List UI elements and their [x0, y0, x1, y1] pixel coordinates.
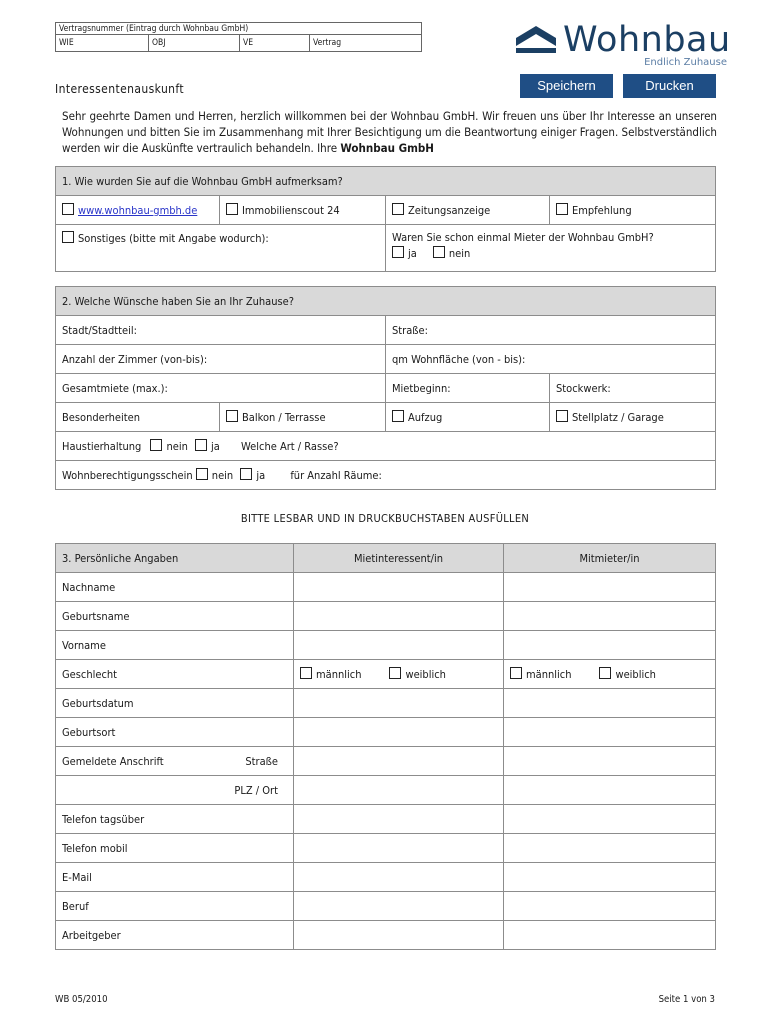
applicant-gender-cell — [294, 660, 504, 689]
wbs-rooms-field[interactable]: für Anzahl Räume: — [290, 469, 382, 482]
city-field[interactable]: Stadt/Stadtteil: — [56, 316, 386, 345]
rooms-field[interactable]: Anzahl der Zimmer (von-bis): — [56, 345, 386, 374]
option-elevator — [386, 403, 550, 432]
row-label-phone-day: Telefon tagsüber — [56, 805, 294, 834]
cotenant-employer-field[interactable] — [504, 921, 716, 950]
pet-kind-field[interactable]: Welche Art / Rasse? — [241, 440, 339, 453]
row-label-lastname: Nachname — [56, 573, 294, 602]
pets-label: Haustierhaltung — [62, 440, 142, 453]
intro-signature: Wohnbau GmbH — [340, 141, 434, 155]
row-label-occupation: Beruf — [56, 892, 294, 921]
cotenant-lastname-field[interactable] — [504, 573, 716, 602]
cotenant-phone-day-field[interactable] — [504, 805, 716, 834]
recommendation-label: Empfehlung — [572, 204, 632, 217]
section2-table — [55, 286, 716, 490]
address-label: Gemeldete Anschrift — [62, 754, 164, 768]
row-label-employer: Arbeitgeber — [56, 921, 294, 950]
tenant-question-cell — [386, 225, 716, 272]
footer-form-id: WB 05/2010 — [55, 994, 108, 1005]
option-immoscout — [220, 196, 386, 225]
tenant-no-label: nein — [448, 247, 471, 260]
applicant-birthname-field[interactable] — [294, 602, 504, 631]
applicant-female-label: weiblich — [405, 668, 446, 681]
print-button[interactable]: Drucken — [623, 74, 716, 98]
area-field[interactable]: qm Wohnfläche (von - bis): — [386, 345, 716, 374]
pets-no-label: nein — [166, 440, 188, 453]
house-roof-icon — [516, 24, 556, 54]
applicant-lastname-field[interactable] — [294, 573, 504, 602]
contract-field-obj[interactable]: OBJ — [149, 35, 240, 52]
cotenant-birthname-field[interactable] — [504, 602, 716, 631]
option-website — [56, 196, 220, 225]
pets-no-checkbox[interactable] — [150, 439, 162, 451]
applicant-street-field[interactable] — [294, 747, 504, 776]
applicant-female-checkbox[interactable] — [389, 667, 401, 679]
applicant-birthplace-field[interactable] — [294, 718, 504, 747]
intro-body: Sehr geehrte Damen und Herren, herzlich willkommen bei der Wohnbau GmbH. Wir freuen uns über Ihr Interesse an unseren Wohnungen und bitten Sie im Zusammenhang mit Ihrer Besichtigung um die Beantwortung einiger Fragen. Selbstverständlich werden wir die Auskünfte vertraulich behandeln. Ihre — [62, 109, 717, 155]
cotenant-birthdate-field[interactable] — [504, 689, 716, 718]
option-balcony — [220, 403, 386, 432]
floor-field[interactable]: Stockwerk: — [550, 374, 716, 403]
applicant-birthdate-field[interactable] — [294, 689, 504, 718]
row-label-phone-mobile: Telefon mobil — [56, 834, 294, 863]
applicant-male-label: männlich — [316, 668, 362, 681]
col-cotenant-header: Mitmieter/in — [504, 544, 716, 573]
address-street-label: Straße — [245, 754, 278, 768]
wbs-label: Wohnberechtigungsschein — [62, 469, 193, 482]
option-parking — [550, 403, 716, 432]
cotenant-male-label: männlich — [526, 668, 572, 681]
contract-field-wie[interactable]: WIE — [56, 35, 149, 52]
pets-yes-checkbox[interactable] — [195, 439, 207, 451]
section1-heading: 1. Wie wurden Sie auf die Wohnbau GmbH aufmerksam? — [56, 167, 716, 196]
fill-in-note: BITTE LESBAR UND IN DRUCKBUCHSTABEN AUSFÜLLEN — [240, 512, 530, 525]
applicant-employer-field[interactable] — [294, 921, 504, 950]
elevator-label: Aufzug — [408, 411, 443, 424]
cotenant-street-field[interactable] — [504, 747, 716, 776]
row-label-birthdate: Geburtsdatum — [56, 689, 294, 718]
cotenant-birthplace-field[interactable] — [504, 718, 716, 747]
cotenant-email-field[interactable] — [504, 863, 716, 892]
wbs-yes-checkbox[interactable] — [240, 468, 252, 480]
features-label: Besonderheiten — [56, 403, 220, 432]
applicant-phone-mobile-field[interactable] — [294, 834, 504, 863]
contract-number-label: Vertragsnummer (Eintrag durch Wohnbau GmbH) — [56, 23, 422, 35]
tenant-no-checkbox[interactable] — [433, 246, 445, 258]
option-other — [56, 225, 386, 272]
recommendation-checkbox[interactable] — [556, 203, 568, 215]
col-applicant-header: Mietinteressent/in — [294, 544, 504, 573]
logo-tagline: Endlich Zuhause — [644, 57, 727, 68]
cotenant-female-checkbox[interactable] — [599, 667, 611, 679]
applicant-email-field[interactable] — [294, 863, 504, 892]
tenant-question: Waren Sie schon einmal Mieter der Wohnbau GmbH? — [392, 231, 654, 244]
page-title: Interessentenauskunft — [55, 82, 185, 96]
street-field[interactable]: Straße: — [386, 316, 716, 345]
wbs-no-checkbox[interactable] — [196, 468, 208, 480]
row-label-firstname: Vorname — [56, 631, 294, 660]
wohnbau-logo — [516, 20, 730, 70]
newspaper-label: Zeitungsanzeige — [408, 204, 491, 217]
cotenant-phone-mobile-field[interactable] — [504, 834, 716, 863]
row-label-address — [56, 747, 294, 776]
cotenant-male-checkbox[interactable] — [510, 667, 522, 679]
row-label-birthname: Geburtsname — [56, 602, 294, 631]
tenant-yes-label: ja — [408, 247, 417, 260]
wbs-row — [56, 461, 716, 490]
row-label-birthplace: Geburtsort — [56, 718, 294, 747]
option-recommendation — [550, 196, 716, 225]
cotenant-gender-cell — [504, 660, 716, 689]
cotenant-occupation-field[interactable] — [504, 892, 716, 921]
intro-text — [62, 108, 717, 156]
elevator-checkbox[interactable] — [392, 410, 404, 422]
other-checkbox[interactable] — [62, 231, 74, 243]
pets-row — [56, 432, 716, 461]
row-label-gender: Geschlecht — [56, 660, 294, 689]
balcony-checkbox[interactable] — [226, 410, 238, 422]
tenant-yes-checkbox[interactable] — [392, 246, 404, 258]
cotenant-female-label: weiblich — [615, 668, 656, 681]
immoscout-checkbox[interactable] — [226, 203, 238, 215]
applicant-firstname-field[interactable] — [294, 631, 504, 660]
applicant-occupation-field[interactable] — [294, 892, 504, 921]
contract-field-vertrag[interactable]: Vertrag — [310, 35, 422, 52]
newspaper-checkbox[interactable] — [392, 203, 404, 215]
section3-heading: 3. Persönliche Angaben — [56, 544, 294, 573]
footer-page-number: Seite 1 von 3 — [658, 994, 715, 1005]
row-label-email: E-Mail — [56, 863, 294, 892]
logo-wordmark: Wohnbau — [563, 20, 731, 60]
parking-label: Stellplatz / Garage — [572, 411, 664, 424]
immoscout-label: Immobilienscout 24 — [242, 204, 340, 217]
website-checkbox[interactable] — [62, 203, 74, 215]
address-zip-label: PLZ / Ort — [56, 776, 294, 805]
cotenant-zip-field[interactable] — [504, 776, 716, 805]
section2-heading: 2. Welche Wünsche haben Sie an Ihr Zuhause? — [56, 287, 716, 316]
pets-yes-label: ja — [211, 440, 220, 453]
save-button[interactable]: Speichern — [520, 74, 613, 98]
start-field[interactable]: Mietbeginn: — [386, 374, 550, 403]
contract-number-table — [55, 22, 422, 52]
contract-field-ve[interactable]: VE — [240, 35, 310, 52]
applicant-phone-day-field[interactable] — [294, 805, 504, 834]
balcony-label: Balkon / Terrasse — [242, 411, 326, 424]
section1-table — [55, 166, 716, 272]
wbs-no-label: nein — [211, 469, 234, 482]
website-link[interactable]: www.wohnbau-gmbh.de — [78, 204, 198, 217]
section3-table — [55, 543, 716, 950]
option-newspaper — [386, 196, 550, 225]
wbs-yes-label: ja — [256, 469, 266, 482]
applicant-male-checkbox[interactable] — [300, 667, 312, 679]
applicant-zip-field[interactable] — [294, 776, 504, 805]
rent-field[interactable]: Gesamtmiete (max.): — [56, 374, 386, 403]
cotenant-firstname-field[interactable] — [504, 631, 716, 660]
other-label: Sonstiges (bitte mit Angabe wodurch): — [78, 232, 269, 245]
parking-checkbox[interactable] — [556, 410, 568, 422]
